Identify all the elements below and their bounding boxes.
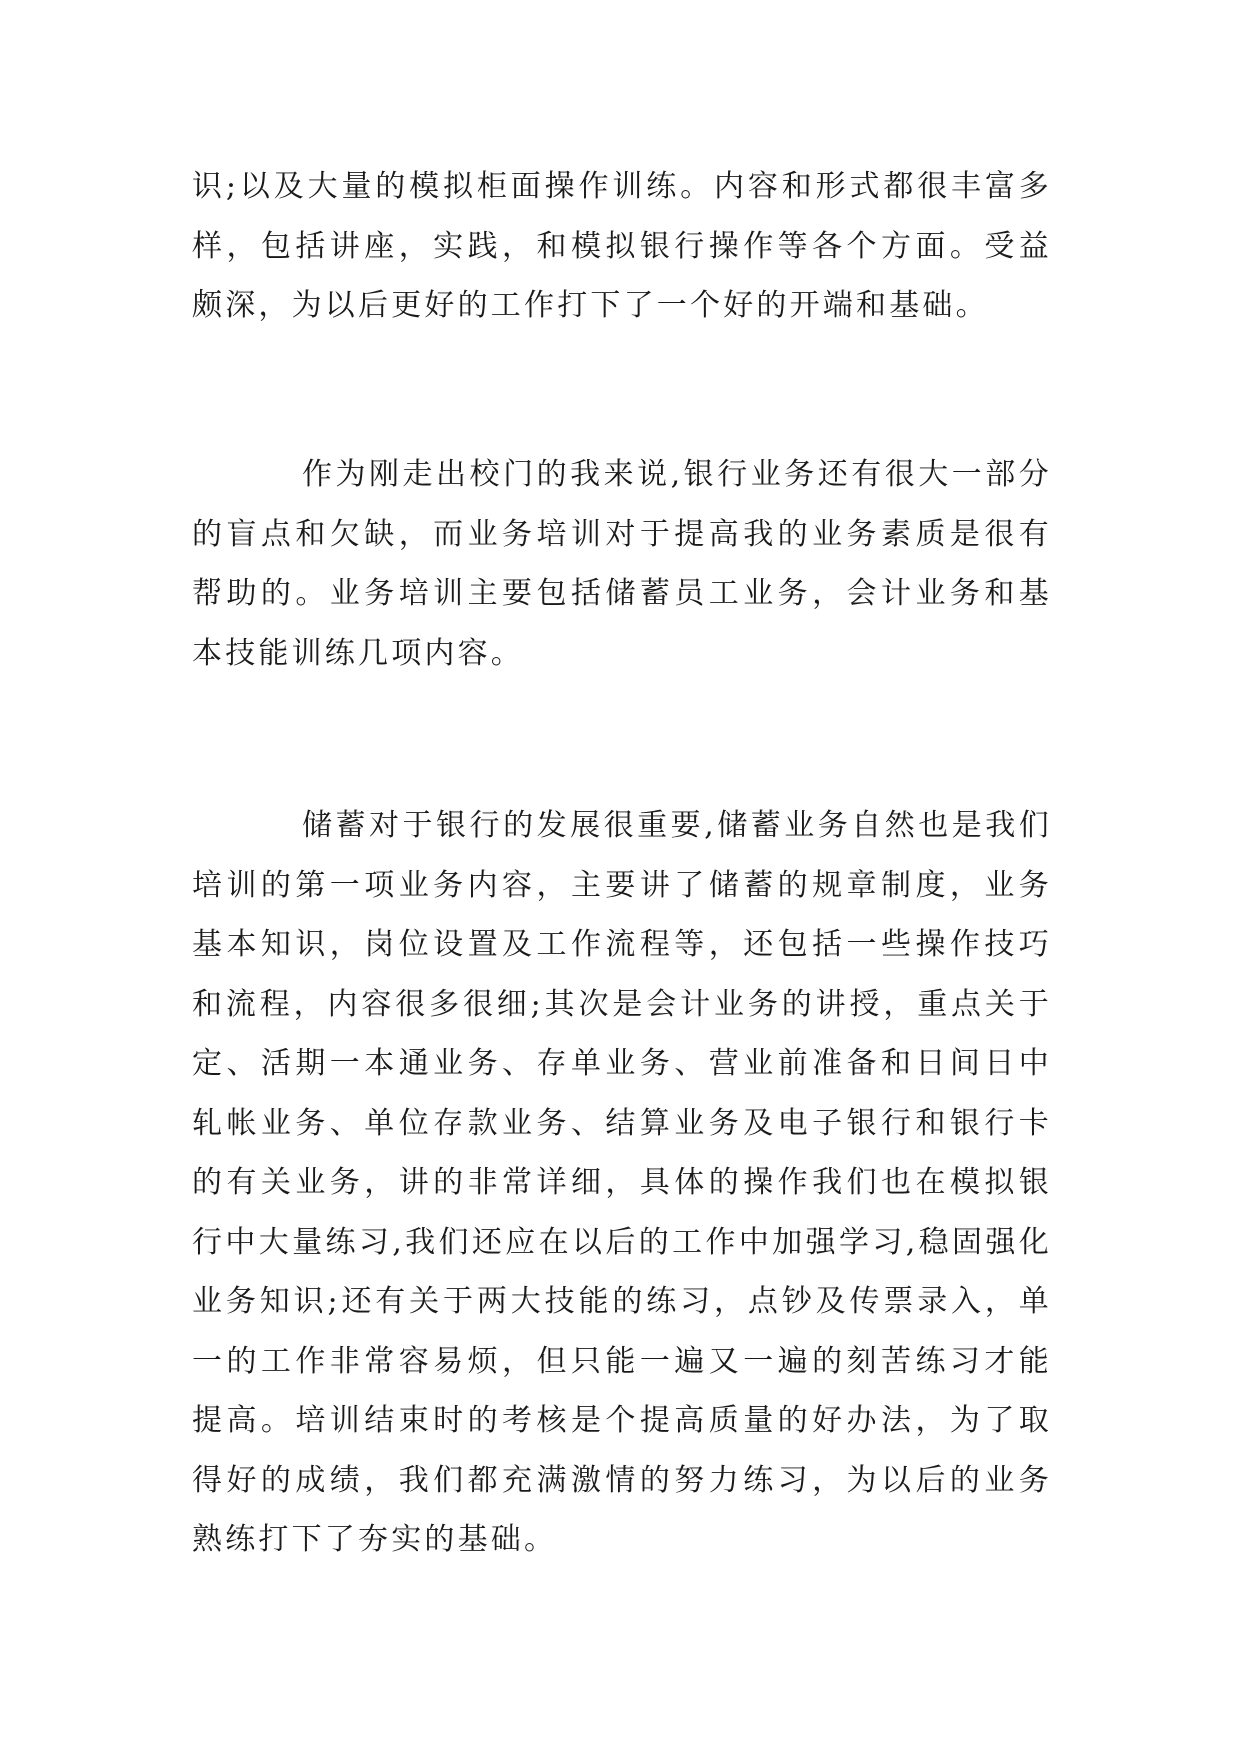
paragraph-savings-business: 储蓄对于银行的发展很重要,储蓄业务自然也是我们培训的第一项业务内容，主要讲了储蓄的规章制度，业务基本知识，岗位设置及工作流程等，还包括一些操作技巧和流程，内容很多很细;其次是会计业务的讲授，重点关于定、活期一本通业务、存单业务、营业前准备和日间日中轧帐业务、单位存款业务、结算业务及电子银行和银行卡的有关业务，讲的非常详细，具体的操作我们也在模拟银行中大量练习,我们还应在以后的工作中加强学习,稳固强化业务知识;还有关于两大技能的练习，点钞及传票录入，单一的工作非常容易烦，但只能一遍又一遍的刻苦练习才能提高。培训结束时的考核是个提高质量的好办法，为了取得好的成绩，我们都充满激情的努力练习，为以后的业务熟练打下了夯实的基础。 (192, 808, 1052, 1557)
paragraph-business-training: 作为刚走出校门的我来说,银行业务还有很大一部分的盲点和欠缺，而业务培训对于提高我的业务素质是很有帮助的。业务培训主要包括储蓄员工业务，会计业务和基本技能训练几项内容。 (192, 457, 1052, 671)
paragraph-training-content: 识;以及大量的模拟柜面操作训练。内容和形式都很丰富多样，包括讲座，实践，和模拟银行操作等各个方面。受益颇深，为以后更好的工作打下了一个好的开端和基础。 (192, 169, 1052, 323)
